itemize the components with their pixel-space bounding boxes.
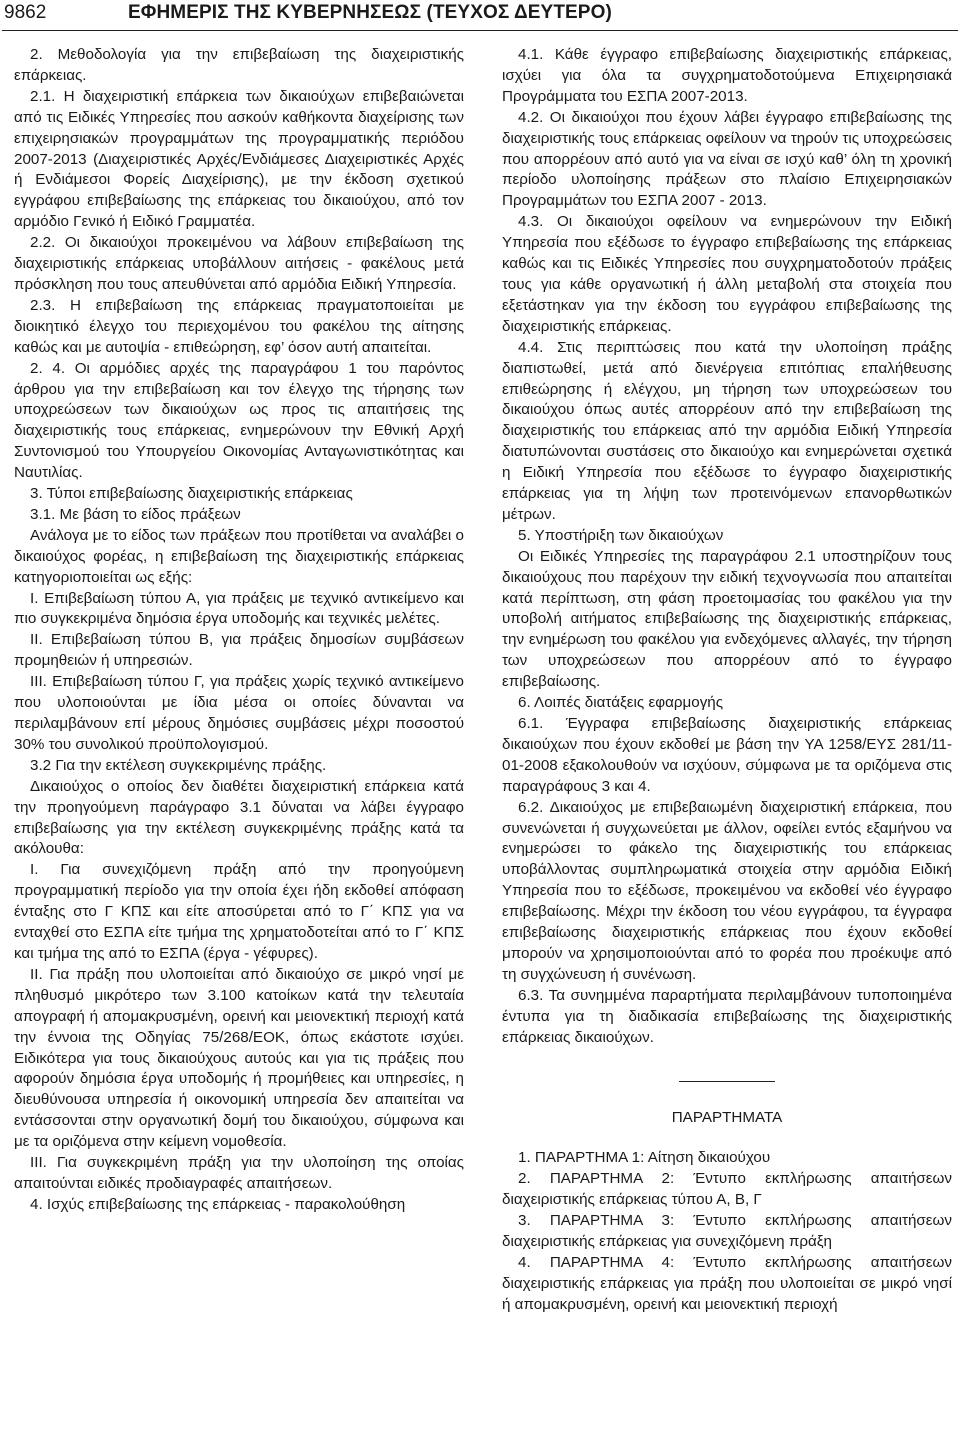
annex-item: 1. ΠΑΡΑΡΤΗΜΑ 1: Αίτηση δικαιούχου [518,1149,771,1167]
paragraph: 6.3. Τα συνημμένα παραρτήματα περιλαμβάνουν τυποποιημένα έντυπα για τη διαδικασία επιβεβαίωσης της διαχειριστικής επάρκειας δικαιούχων. [502,986,952,1046]
paragraph: 2.1. Η διαχειριστική επάρκεια των δικαιούχων επιβεβαιώνεται από τις Ειδικές Υπηρεσίες που ασκούν καθήκοντα διαχείρισης των επιχειρησιακών προγραμμάτων της προγραμματικής περιόδου 2007-2013 (Διαχειριστικές Αρχές/Ενδιάμεσες Διαχειριστικές Αρχές ή Ενδιάμεσοι Φορείς Διαχείρισης), με την έκδοση σχετικού εγγράφου επιβεβαίωσης της επάρκειας του δικαιούχου, από τον αρμόδιο Γενικό ή Ειδικό Γραμματέα. [14,87,464,231]
section-heading: 3.2 Για την εκτέλεση συγκεκριμένης πράξης. [30,756,327,774]
paragraph: ΙΙΙ. Επιβεβαίωση τύπου Γ, για πράξεις χωρίς τεχνικό αντικείμενο που υλοποιούνται με ίδια μέσα οι οποίες δύνανται να περιλαμβάνουν επί μέρους δημόσιες συμβάσεις μέχρι ποσοστού 30% του συνολικού προϋπολογισμού. [14,673,464,753]
page-header [0,0,960,34]
paragraph: Οι Ειδικές Υπηρεσίες της παραγράφου 2.1 υποστηρίζουν τους δικαιούχους που παρέχουν την ειδική τεχνογνωσία που απαιτείται κατά περίπτωση, στη φάση προετοιμασίας του φακέλου για την υποβολή αιτήματος επιβεβαίωσης της διαχειριστικής επάρκειας, την ενημέρωση του φακέλου για ενδεχόμενες αλλαγές, την τήρηση των υποχρεώσεων που απορρέουν από το έγγραφο επιβεβαίωσης. [502,547,952,691]
paragraph: 2. Μεθοδολογία για την επιβεβαίωση της διαχειριστικής επάρκειας. [14,46,464,84]
paragraph: Ανάλογα με το είδος των πράξεων που προτίθεται να αναλάβει ο δικαιούχος φορέας, η επιβεβαίωση της διαχειριστικής επάρκειας κατηγοριοποιείται ως εξής: [14,526,464,586]
paragraph: 6.1. Έγγραφα επιβεβαίωσης διαχειριστικής επάρκειας δικαιούχων που έχουν εκδοθεί με βάση την ΥΑ 1258/ΕΥΣ 281/11-01-2008 εξακολουθούν να ισχύουν, σύμφωνα με τα οριζόμενα στις παραγράφους 3 και 4. [502,715,952,795]
paragraph: ΙΙΙ. Για συγκεκριμένη πράξη για την υλοποίηση της οποίας απαιτούνται ειδικές προδιαγραφές απαιτήσεων. [14,1154,464,1192]
section-heading: 6. Λοιπές διατάξεις εφαρμογής [518,694,724,712]
annex-item: 2. ΠΑΡΑΡΤΗΜΑ 2: Έντυπο εκπλήρωσης απαιτήσεων διαχειριστικής επάρκειας τύπου Α, Β, Γ [502,1170,952,1209]
page-number: 9862 [4,2,47,23]
section-heading: 3.1. Με βάση το είδος πράξεων [30,505,241,523]
paragraph: 4.3. Οι δικαιούχοι οφείλουν να ενημερώνουν την Ειδική Υπηρεσία που εξέδωσε το έγγραφο επιβεβαίωσης της επάρκειας καθώς και τις Ειδικές Υπηρεσίες που συγχρηματοδοτούν πράξεις τους για κάθε οργανωτική ή άλλη μεταβολή στα στοιχεία που εξετάστηκαν για την έκδοση του εγγράφου επιβεβαίωσης της διαχειριστικής επάρκειας. [502,213,952,335]
paragraph: ΙΙ. Επιβεβαίωση τύπου Β, για πράξεις δημοσίων συμβάσεων προμηθειών ή υπηρεσιών. [14,631,464,670]
separator-line [679,1081,775,1082]
paragraph: Ι. Για συνεχιζόμενη πράξη από την προηγούμενη προγραμματική περίοδο για την οποία έχει ήδη εκδοθεί απόφαση ένταξης στο Γ ΚΠΣ και είτε αποσύρεται από το Γ΄ ΚΠΣ για να ενταχθεί στο ΕΣΠΑ είτε τμήμα της χρηματοδοτείται από το Γ΄ ΚΠΣ και τμήμα της από το ΕΣΠΑ (έργα - γέφυρες). [14,861,464,962]
paragraph: 2.3. Η επιβεβαίωση της επάρκειας πραγματοποιείται με διοικητικό έλεγχο του περιεχομένου του φακέλου της αίτησης καθώς και με αυτοψία - επιθεώρηση, εφ’ όσον αυτή απαιτείται. [14,296,464,356]
right-column [502,45,952,1316]
annex-item: 3. ΠΑΡΑΡΤΗΜΑ 3: Έντυπο εκπλήρωσης απαιτήσεων διαχειριστικής επάρκειας για συνεχιζόμενη πράξη [502,1212,952,1251]
journal-title: ΕΦΗΜΕΡΙΣ ΤΗΣ ΚΥΒΕΡΝΗΣΕΩΣ (ΤΕΥΧΟΣ ΔΕΥΤΕΡΟ) [128,2,612,23]
paragraph: 2.2. Οι δικαιούχοι προκειμένου να λάβουν επιβεβαίωση της διαχειριστικής επάρκειας υποβάλλουν αιτήσεις - φακέλους μετά πρόσκληση που τους απευθύνεται από αρμόδια Ειδική Υπηρεσία. [14,234,464,293]
paragraph: Ι. Επιβεβαίωση τύπου Α, για πράξεις με τεχνικό αντικείμενο και πιο συγκεκριμένα δημόσια έργα υποδομής και τεχνικές μελέτες. [14,589,464,628]
paragraph: 4.1. Κάθε έγγραφο επιβεβαίωσης διαχειριστικής επάρκειας, ισχύει για όλα τα συγχρηματοδοτούμενα Επιχειρησιακά Προγράμματα του ΕΣΠΑ 2007-2013. [502,46,952,105]
paragraph: Δικαιούχος ο οποίος δεν διαθέτει διαχειριστική επάρκεια κατά την προηγούμενη παράγραφο 3.1 δύναται να λάβει έγγραφο επιβεβαίωσης για την εκτέλεση συγκεκριμένης πράξης κατά τα ακόλουθα: [14,777,464,858]
section-heading: 4. Ισχύς επιβεβαίωσης της επάρκειας - παρακολούθηση [30,1195,406,1213]
paragraph: 4.2. Οι δικαιούχοι που έχουν λάβει έγγραφο επιβεβαίωσης της διαχειριστικής τους επάρκειας οφείλουν να τηρούν τις υποχρεώσεις που απορρέουν από αυτό για να είναι σε ισχύ καθ’ όλη τη χρονική περίοδο υλοποίησης πράξεων στο πλαίσιο Επιχειρησιακών Προγραμμάτων του ΕΣΠΑ 2007 - 2013. [502,108,952,210]
annex-item: 4. ΠΑΡΑΡΤΗΜΑ 4: Έντυπο εκπλήρωσης απαιτήσεων διαχειριστικής επάρκειας για πράξη που υλοποιείται σε μικρό νησί ή απομακρυσμένη, ορεινή και μειονεκτική περιοχή [502,1253,952,1313]
annex-title: ΠΑΡΑΡΤΗΜΑΤΑ [671,1108,783,1126]
paragraph: ΙΙ. Για πράξη που υλοποιείται από δικαιούχο σε μικρό νησί με πληθυσμό μικρότερο των 3.100 κατοίκων κατά την τελευταία απογραφή ή απομακρυσμένη, ορεινή και μειονεκτική περιοχή κατά την έννοια της Οδηγίας 75/268/ΕΟΚ, όπως εκάστοτε ισχύει. Ειδικότερα για τους δικαιούχους αυτούς και για τις πράξεις που αφορούν δημόσια έργα υποδομής ή προμήθειες και υπηρεσίες, η διευθύνουσα υπηρεσία ή οικονομική υπηρεσία δεν απαιτείται να εντάσσονται στην οργανωτική δομή του δικαιούχου, σύμφωνα και με τα οριζόμενα στην κείμενη νομοθεσία. [14,965,464,1151]
paragraph: 2. 4. Οι αρμόδιες αρχές της παραγράφου 1 του παρόντος άρθρου για την επιβεβαίωση και τον έλεγχο της τήρησης των υποχρεώσεων των δικαιούχων ως προς τις απαιτήσεις της διαχειριστικής τους επάρκειας, ενημερώνουν την Εθνική Αρχή Συντονισμού του Υπουργείου Οικονομίας Ανταγωνιστικότητας και Ναυτιλίας. [14,359,464,482]
section-heading: 3. Τύποι επιβεβαίωσης διαχειριστικής επάρκειας [30,485,353,503]
header-rule [2,30,958,31]
left-column [14,45,464,1216]
paragraph: 6.2. Δικαιούχος με επιβεβαιωμένη διαχειριστική επάρκεια, που συνενώνεται ή συγχωνεύεται με άλλον, οφείλει εντός εξαμήνου να ενημερώσει το φάκελο της διαχειριστικής του επάρκειας υποβάλλοντας συμπληρωματικά στοιχεία στην αρμόδια Ειδική Υπηρεσία που το εξέδωσε, προκειμένου να εκδοθεί νέο έγγραφο επιβεβαίωσης. Μέχρι την έκδοση του νέου εγγράφου, τα έγγραφα επιβεβαίωσης διαχειριστικής επάρκειας που έχουν εκδοθεί μπορούν να χρησιμοποιούνται από το φορέα που προέκυψε από τη συγχώνευση ή συνένωση. [502,798,952,983]
section-heading: 5. Υποστήριξη των δικαιούχων [518,526,724,544]
paragraph: 4.4. Στις περιπτώσεις που κατά την υλοποίηση πράξης διαπιστωθεί, μετά από διενέργεια επιτόπιας επαλήθευσης επιθεώρησης ή ελέγχου, μη τήρηση των υποχρεώσεων του δικαιούχου όπως αυτές απορρέουν από την επιβεβαίωση της διαχειριστικής του επάρκειας από την αρμόδια Ειδική Υπηρεσία διατυπώνονται συστάσεις στο δικαιούχο και ενημερώνεται σχετικά η Ειδική Υπηρεσία που εξέδωσε το έγγραφο διαχειριστικής επάρκειας για τη λήψη των προτεινόμενων επανορθωτικών μέτρων. [502,338,952,523]
